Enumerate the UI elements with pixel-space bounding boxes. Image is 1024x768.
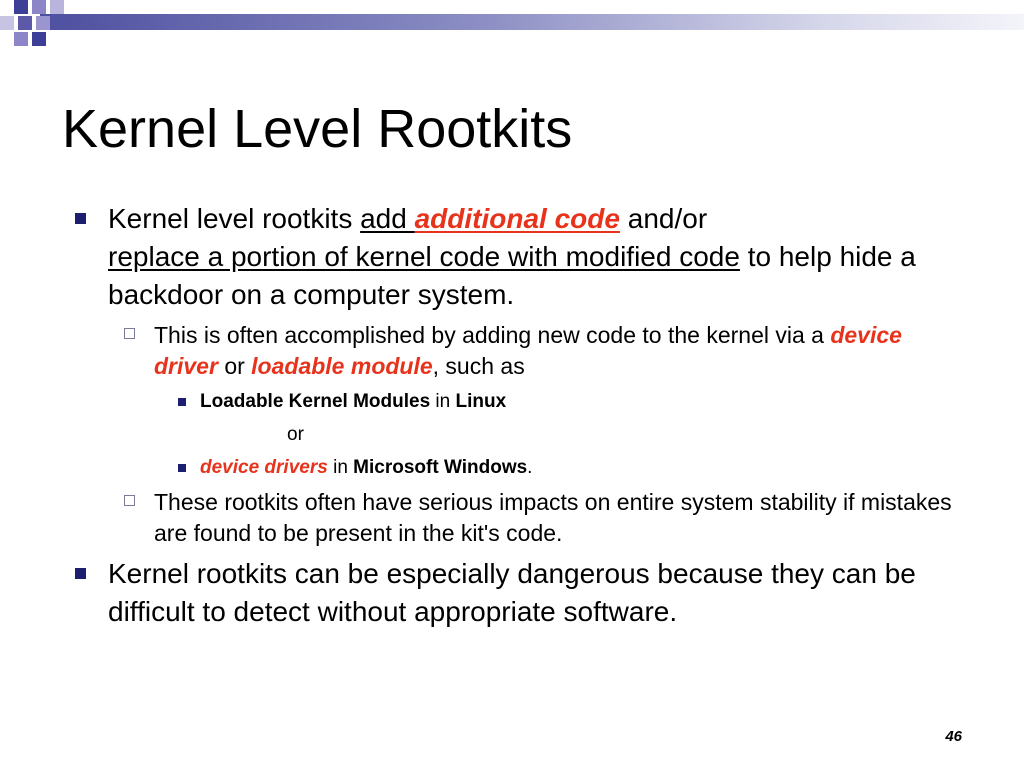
small-square-bullet-icon (178, 398, 186, 406)
text: Kernel level rootkits (108, 203, 361, 234)
highlighted-text: loadable module (251, 353, 433, 379)
decor-square (50, 0, 64, 14)
square-bullet-icon (75, 568, 86, 579)
decor-square (0, 16, 14, 30)
text: This is often accomplished by adding new code to the kernel via a (154, 322, 831, 348)
text: , such as (432, 353, 525, 379)
bullet-item (70, 200, 970, 314)
bullet-item (70, 555, 970, 631)
slide-content (70, 200, 970, 631)
text: Kernel rootkits can be especially dangerous because they can be difficult to detect without appropriate software. (108, 558, 916, 627)
decor-square (32, 32, 46, 46)
small-square-bullet-icon (178, 464, 186, 472)
header-decoration (0, 0, 1024, 50)
bold-text: Linux (455, 391, 507, 412)
highlighted-text: additional code (414, 203, 620, 234)
page-number: 46 (945, 728, 962, 745)
sub-sub-bullet-item (200, 388, 970, 415)
text: in (327, 457, 354, 478)
sub-bullet-item (154, 320, 970, 382)
bold-text: Loadable Kernel Modules (200, 391, 431, 412)
hollow-square-bullet-icon (124, 495, 135, 506)
bold-text: Microsoft Windows (353, 457, 528, 478)
text: These rootkits often have serious impacts on entire system stability if mistakes are found to be present in the kit's code. (154, 489, 952, 546)
sub-sub-bullet-item (200, 454, 970, 481)
or-text: or (287, 424, 304, 445)
header-gradient-band (40, 14, 1024, 30)
decor-square (14, 32, 28, 46)
slide-title: Kernel Level Rootkits (62, 99, 573, 159)
highlighted-text: device drivers (200, 457, 328, 478)
text: or (217, 353, 252, 379)
underlined-text: replace a portion of kernel code with modified code (108, 241, 740, 272)
square-bullet-icon (75, 213, 86, 224)
highlighted-text: device driver (154, 322, 902, 379)
decor-square (36, 16, 50, 30)
underlined-text: add (360, 203, 415, 234)
text: . (527, 457, 533, 478)
decor-square (32, 0, 46, 14)
text: in (430, 391, 456, 412)
hollow-square-bullet-icon (124, 328, 135, 339)
text: and/or (619, 203, 708, 234)
decor-square (14, 0, 28, 14)
decor-square (18, 16, 32, 30)
text: to help hide a backdoor on a computer system. (108, 241, 916, 310)
sub-bullet-item (154, 487, 970, 549)
